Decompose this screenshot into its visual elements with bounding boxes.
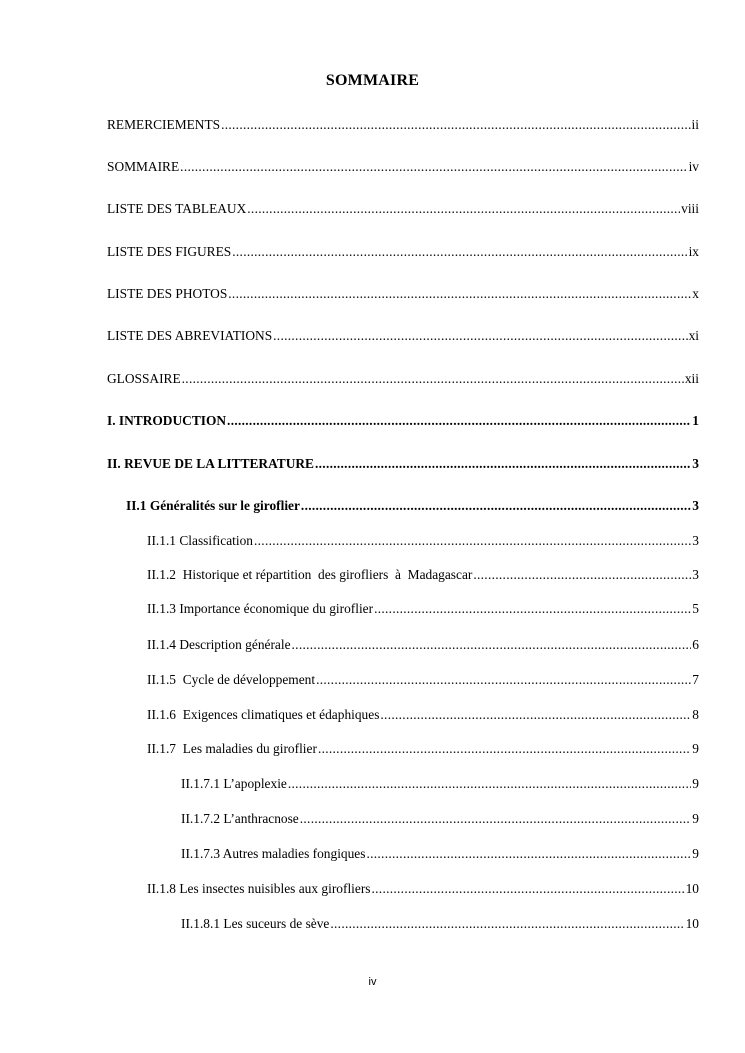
toc-label: II.1.8 Les insectes nuisibles aux girofliers: [147, 881, 371, 896]
toc-page-number: 5: [692, 601, 699, 616]
toc-label: LISTE DES ABREVIATIONS: [107, 328, 273, 343]
toc-entry-description-generale[interactable]: [0, 636, 745, 654]
toc-entry-importance-economique[interactable]: [0, 600, 745, 618]
toc-entry-apoplexie[interactable]: [0, 775, 745, 793]
toc-entry-liste-figures[interactable]: [0, 243, 745, 261]
toc-label: I. INTRODUCTION: [107, 413, 227, 428]
toc-page-number: viii: [681, 201, 699, 216]
dot-leader: [315, 455, 691, 473]
toc-entry-cycle-developpement[interactable]: [0, 671, 745, 689]
toc-entry-generalites-giroflier[interactable]: [0, 497, 745, 515]
toc-label: II.1.1 Classification: [147, 533, 253, 548]
toc-entry-liste-photos[interactable]: [0, 285, 745, 303]
dot-leader: [221, 116, 690, 134]
dot-leader: [182, 370, 684, 388]
toc-page-number: 10: [685, 916, 699, 931]
toc-label: II.1.2 Historique et répartition des girofliers à Madagascar: [147, 567, 473, 582]
toc-label: LISTE DES FIGURES: [107, 244, 232, 259]
toc-page-number: 6: [692, 637, 699, 652]
toc-label: II.1.4 Description générale: [147, 637, 291, 652]
toc-label: SOMMAIRE: [107, 159, 180, 174]
toc-label: LISTE DES TABLEAUX: [107, 201, 247, 216]
toc-entry-suceurs-seve[interactable]: [0, 915, 745, 933]
toc-entry-liste-abreviations[interactable]: [0, 327, 745, 345]
toc-page-number: 3: [692, 498, 699, 513]
dot-leader: [330, 915, 684, 933]
toc-label: II.1.7 Les maladies du giroflier: [147, 741, 317, 756]
toc-label: GLOSSAIRE: [107, 371, 181, 386]
dot-leader: [247, 200, 680, 218]
toc-page-number: 9: [692, 741, 699, 756]
dot-leader: [380, 706, 691, 724]
dot-leader: [316, 671, 691, 689]
toc-entry-introduction[interactable]: [0, 412, 745, 430]
toc-page-number: xii: [684, 371, 699, 386]
toc-label: II.1.7.1 L’apoplexie: [181, 776, 287, 791]
dot-leader: [288, 775, 691, 793]
page-title: SOMMAIRE: [325, 72, 420, 89]
toc-page-number: 9: [692, 776, 699, 791]
toc-label: II.1.6 Exigences climatiques et édaphiques: [147, 707, 380, 722]
toc-entry-historique[interactable]: [0, 566, 745, 584]
dot-leader: [473, 566, 691, 584]
toc-entry-anthracnose[interactable]: [0, 810, 745, 828]
dot-leader: [232, 243, 687, 261]
dot-leader: [372, 880, 685, 898]
toc-page-number: 3: [692, 456, 699, 471]
dot-leader: [366, 845, 691, 863]
toc-entry-sommaire[interactable]: [0, 158, 745, 176]
toc-label: II.1.8.1 Les suceurs de sève: [181, 916, 330, 931]
dot-leader: [273, 327, 687, 345]
dot-leader: [318, 740, 691, 758]
dot-leader: [300, 810, 692, 828]
toc-entry-classification[interactable]: [0, 532, 745, 550]
dot-leader: [292, 636, 692, 654]
toc-label: LISTE DES PHOTOS: [107, 286, 228, 301]
toc-page-number: 3: [692, 567, 699, 582]
toc-entry-insectes-nuisibles[interactable]: [0, 880, 745, 898]
toc-entry-glossaire[interactable]: [0, 370, 745, 388]
toc-entry-liste-tableaux[interactable]: [0, 200, 745, 218]
dot-leader: [228, 285, 691, 303]
toc-label: II.1.7.2 L’anthracnose: [181, 811, 299, 826]
toc-page-number: 8: [692, 707, 699, 722]
toc-entry-exigences-climatiques[interactable]: [0, 706, 745, 724]
toc-label: II.1 Généralités sur le giroflier: [126, 498, 300, 513]
toc-entry-revue-litterature[interactable]: [0, 455, 745, 473]
dot-leader: [301, 497, 691, 515]
toc-page-number: 1: [692, 413, 699, 428]
dot-leader: [374, 600, 691, 618]
toc-page-number: 7: [692, 672, 699, 687]
dot-leader: [254, 532, 691, 550]
toc-page-number: 9: [692, 811, 699, 826]
toc-page-number: xi: [688, 328, 699, 343]
toc-page-number: ix: [688, 244, 699, 259]
toc-label: II. REVUE DE LA LITTERATURE: [107, 456, 314, 471]
toc-page-number: ii: [691, 117, 699, 132]
toc-label: II.1.5 Cycle de développement: [147, 672, 316, 687]
toc-label: REMERCIEMENTS: [107, 117, 221, 132]
toc-entry-autres-maladies[interactable]: [0, 845, 745, 863]
toc-page-number: iv: [688, 159, 699, 174]
toc-page-number: 10: [685, 881, 699, 896]
footer-page-number: iv: [368, 976, 377, 988]
toc-label: II.1.3 Importance économique du giroflier: [147, 601, 374, 616]
toc-page-number: 3: [692, 533, 699, 548]
toc-label: II.1.7.3 Autres maladies fongiques: [181, 846, 366, 861]
toc-page-number: 9: [692, 846, 699, 861]
toc-entry-remerciements[interactable]: [0, 116, 745, 134]
dot-leader: [227, 412, 691, 430]
toc-page-number: x: [692, 286, 699, 301]
toc-entry-maladies-giroflier[interactable]: [0, 740, 745, 758]
dot-leader: [180, 158, 687, 176]
